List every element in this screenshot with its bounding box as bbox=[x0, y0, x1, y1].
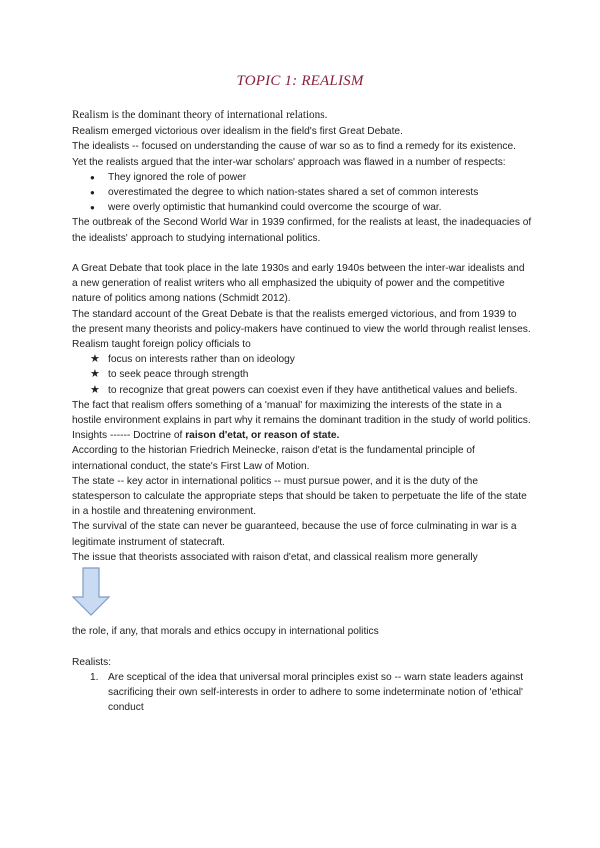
document-body bbox=[72, 108, 532, 715]
paragraph: A Great Debate that took place in the late 1930s and early 1940s between the inter-war idealists and a new generation of realist writers who all emphasized the ubiquity of power and the competitive nature of politics among nations (Schmidt 2012). bbox=[72, 263, 525, 305]
insights-prefix: Insights ------ Doctrine of bbox=[72, 430, 186, 442]
insights-bold: raison d'etat, or reason of state. bbox=[185, 430, 340, 442]
list-item: ● overestimated the degree to which nation-states shared a set of common interests bbox=[72, 185, 532, 200]
paragraph: Realism taught foreign policy officials to bbox=[72, 339, 251, 351]
list-item-text: Are sceptical of the idea that universal moral principles exist so -- warn state leaders against sacrificing their own self-interests in order to adhere to some indeterminate notion of 'ethical' conduct bbox=[108, 671, 524, 714]
bullet-list bbox=[72, 170, 532, 216]
list-item: ● They ignored the role of power bbox=[72, 170, 532, 185]
list-item: ★ focus on interests rather than on ideology bbox=[72, 352, 532, 367]
list-item bbox=[72, 670, 532, 716]
paragraph: the role, if any, that morals and ethics occupy in international politics bbox=[72, 626, 379, 638]
paragraph: Realism emerged victorious over idealism in the field's first Great Debate. bbox=[72, 126, 403, 138]
blank-line bbox=[72, 246, 532, 261]
paragraph: The outbreak of the Second World War in 1939 confirmed, for the realists at least, the inadequacies of the idealists' approach to studying international politics. bbox=[72, 217, 532, 244]
blank-line bbox=[72, 639, 532, 654]
paragraph: The issue that theorists associated with raison d'etat, and classical realism more generally bbox=[72, 551, 478, 563]
realists-label: Realists: bbox=[72, 656, 112, 668]
star-list bbox=[72, 352, 532, 398]
paragraph: According to the historian Friedrich Meinecke, raison d'etat is the fundamental principle of international conduct, the state's First Law of Motion. bbox=[72, 445, 475, 472]
paragraph: The state -- key actor in international politics -- must pursue power, and it is the duty of the statesperson to calculate the appropriate steps that should be taken to perpetuate the life of the state in a hostile and threatening environment. bbox=[72, 475, 527, 518]
numbered-list bbox=[72, 670, 532, 716]
paragraph: The standard account of the Great Debate is that the realists emerged victorious, and from 1939 to the present many theorists and policy-makers have continued to view the world through realist lenses. bbox=[72, 308, 531, 335]
list-item: ● were overly optimistic that humankind could overcome the scourge of war. bbox=[72, 200, 532, 215]
list-item: ★ to seek peace through strength bbox=[72, 367, 532, 382]
paragraph: The idealists -- focused on understanding the cause of war so as to find a remedy for its existence. Yet the realists argued that the inter-war scholars' approach was flawed in a number of respects: bbox=[72, 141, 516, 168]
page-title: TOPIC 1: REALISM bbox=[236, 73, 364, 89]
paragraph: The fact that realism offers something of a 'manual' for maximizing the interests of the state in a hostile environment explains in part why it remains the dominant tradition in the study of world politics. bbox=[72, 399, 531, 427]
insights-line bbox=[72, 428, 532, 443]
paragraph: The survival of the state can never be guaranteed, because the use of force culminating in war is a legitimate instrument of statecraft. bbox=[72, 521, 517, 548]
list-number: 1. bbox=[90, 671, 99, 683]
down-arrow-icon bbox=[72, 567, 112, 617]
intro-sentence: Realism is the dominant theory of international relations. bbox=[72, 109, 328, 121]
list-item: ★ to recognize that great powers can coexist even if they have antithetical values and beliefs. bbox=[72, 383, 532, 398]
